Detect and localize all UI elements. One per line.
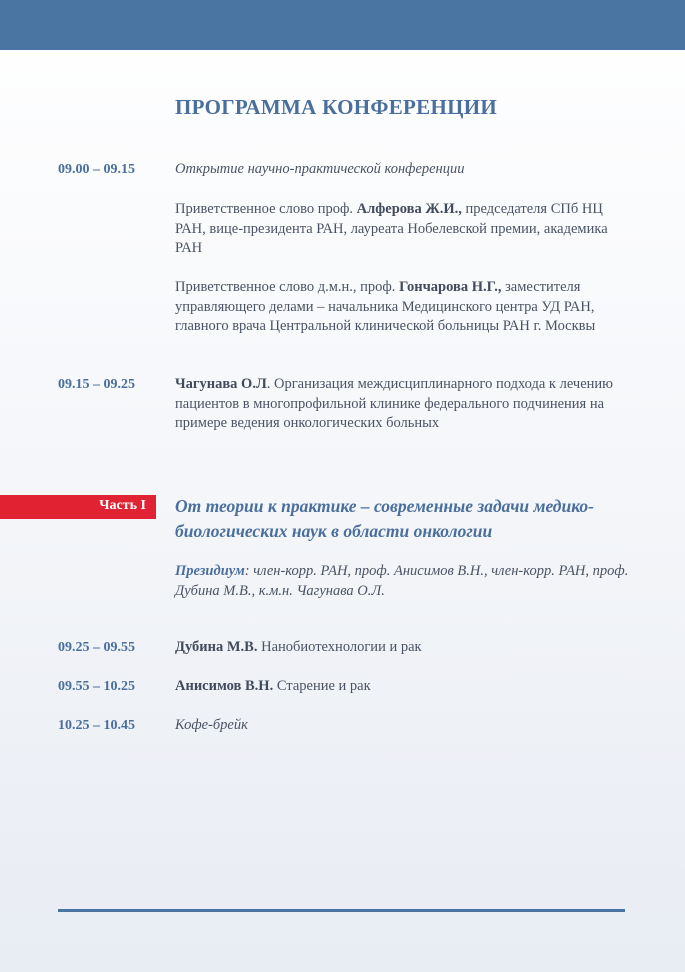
part-badge <box>0 495 156 519</box>
time-chagunava: 09.15 – 09.25 <box>58 377 135 392</box>
header-bar <box>0 0 685 50</box>
speaker-chagunava: Чагунава О.Л <box>175 376 267 392</box>
time-opening: 09.00 – 09.15 <box>58 162 135 177</box>
presidium-label: Президиум <box>175 563 245 579</box>
greeting-alferov-post: председателя СПб НЦ РАН, вице-президента РАН, лауреата Нобелевской премии, академика РАН <box>175 201 608 256</box>
part-label: Часть I <box>99 498 146 513</box>
time-dubina: 09.25 – 09.55 <box>58 640 135 655</box>
footer-rule <box>58 909 625 912</box>
presidium-text: : член-корр. РАН, проф. Анисимов В.Н., член-корр. РАН, проф. Дубина М.В., к.м.н. Чагунава О.Л. <box>175 563 629 599</box>
talk-dubina <box>175 638 635 658</box>
session-title: От теории к практике – современные задачи медико-биологических наук в области онкологии <box>175 496 595 541</box>
presidium <box>175 561 645 601</box>
greeting-alferov <box>175 200 635 259</box>
greeting-goncharov <box>175 278 635 337</box>
speaker-alferov: Алферова Ж.И., <box>356 201 462 217</box>
greeting-alferov-pre: Приветственное слово проф. <box>175 201 357 217</box>
speaker-dubina: Дубина М.В. <box>175 639 258 655</box>
talk-anisimov-text: Старение и рак <box>273 678 371 694</box>
talk-anisimov <box>175 677 635 697</box>
greeting-goncharov-pre: Приветственное слово д.м.н., проф. <box>175 279 400 295</box>
coffee-break: Кофе-брейк <box>175 717 248 733</box>
speaker-goncharov: Гончарова Н.Г., <box>399 279 502 295</box>
page-title: ПРОГРАММА КОНФЕРЕНЦИИ <box>175 95 497 119</box>
speaker-anisimov: Анисимов В.Н. <box>175 678 274 694</box>
talk-chagunava <box>175 375 635 434</box>
time-anisimov: 09.55 – 10.25 <box>58 679 135 694</box>
opening-text: Открытие научно-практической конференции <box>175 161 465 177</box>
talk-chagunava-text: . Организация междисциплинарного подхода к лечению пациентов в многопрофильной клинике федерального подчинения на примере ведения онкологических больных <box>175 376 613 431</box>
greeting-goncharov-post: заместителя управляющего делами – начальника Медицинского центра УД РАН, главного врача Центральной клинической больницы РАН г. Москвы <box>175 279 596 334</box>
time-coffee: 10.25 – 10.45 <box>58 718 135 733</box>
talk-dubina-text: Нанобиотехнологии и рак <box>257 639 422 655</box>
